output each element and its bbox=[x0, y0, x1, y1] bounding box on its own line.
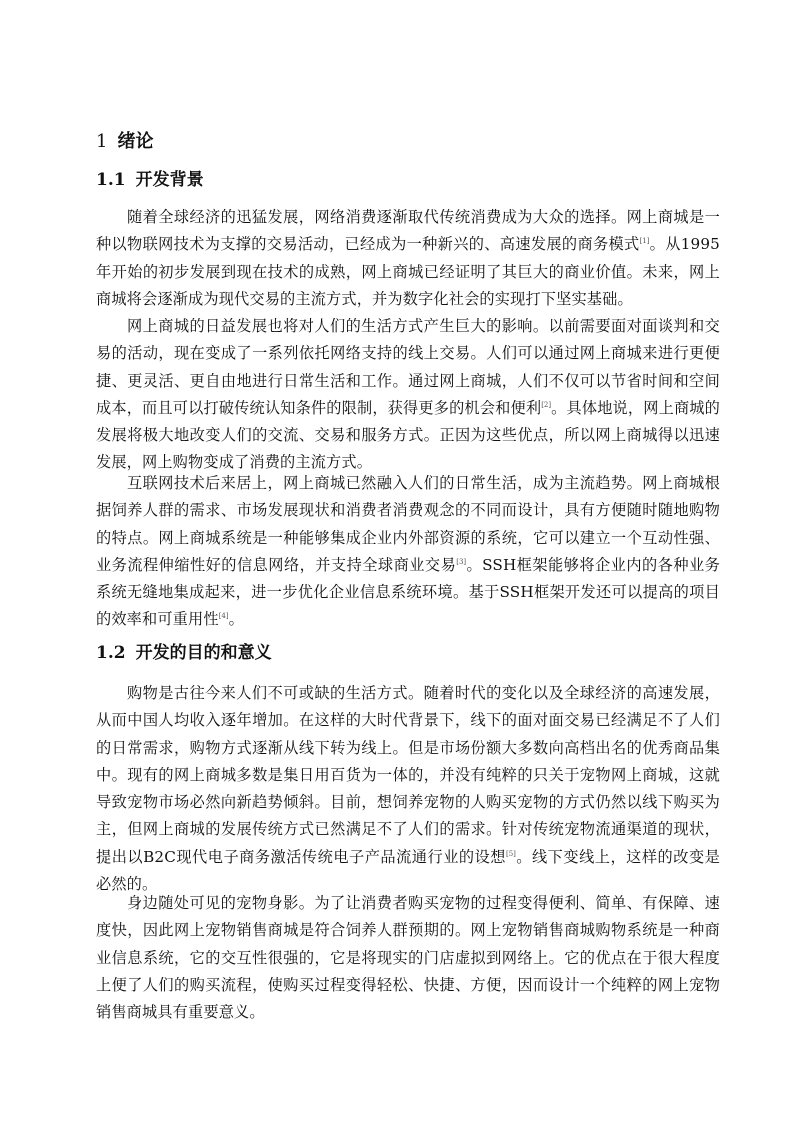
section-number: 1.1 bbox=[96, 170, 126, 190]
paragraph-text: 。线下变线上，这样的改变是必然的。 bbox=[96, 847, 720, 894]
body-paragraph bbox=[96, 890, 720, 1026]
paragraph-text: 。SSH框架能够将企业内的各种业务系统无缝地集成起来，进一步优化企业信息系统环境。基于SSH框架开发还可以提高的项目的效率和可重用性 bbox=[96, 555, 720, 629]
citation-ref: [4] bbox=[218, 612, 229, 621]
paragraph-text: 购物是古往今来人们不可或缺的生活方式。随着时代的变化以及全球经济的高速发展，从而中国人均收入逐年增加。在这样的大时代背景下，线下的面对面交易已经满足不了人们的日常需求，购物方式逐渐从线下转为线上。但是市场份额大多数向高档出名的优秀商品集中。现有的网上商城多数是集日用百货为一体的，并没有纯粹的只关于宠物网上商城，这就导致宠物市场必然向新趋势倾斜。目前，想饲养宠物的人购买宠物的方式仍然以线下购买为主，但网上商城的发展传统方式已然满足不了人们的需求。针对传统宠物流通渠道的现状，提出以B2C现代电子商务激活传统电子产品流通行业的设想 bbox=[96, 684, 720, 866]
section-number: 1.2 bbox=[96, 643, 126, 663]
paragraph-text: 互联网技术后来居上，网上商城已然融入人们的日常生活，成为主流趋势。网上商城根据饲养人群的需求、市场发展现状和消费者消费观念的不同而设计，具有方便随时随地购物的特点。网上商城系统是一种能够集成企业内外部资源的系统，它可以建立一个互动性强、业务流程伸缩性好的信息网络，并支持全球商业交易 bbox=[96, 474, 720, 574]
body-paragraph bbox=[96, 204, 720, 313]
section-title: 开发的目的和意义 bbox=[135, 643, 272, 663]
paragraph-text: 身边随处可见的宠物身影。为了让消费者购买宠物的过程变得便利、简单、有保障、速度快，因此网上宠物销售商城是符合饲养人群预期的。网上宠物销售商城购物系统是一种商业信息系统，它的交互性很强的，它是将现实的门店虚拟到网络上。它的优点在于很大程度上便了人们的购买流程，使购买过程变得轻松、快捷、方便，因而设计一个纯粹的网上宠物销售商城具有重要意义。 bbox=[96, 894, 720, 1022]
body-paragraph bbox=[96, 313, 720, 477]
paragraph-text: 。具体地说，网上商城的发展将极大地改变人们的交流、交易和服务方式。正因为这些优点，所以网上商城得以迅速发展，网上购物变成了消费的主流方式。 bbox=[96, 398, 720, 472]
chapter-number: 1 bbox=[96, 131, 108, 152]
citation-ref: [3] bbox=[456, 557, 467, 566]
body-paragraph bbox=[96, 470, 720, 634]
paragraph-text: 网上商城的日益发展也将对人们的生活方式产生巨大的影响。以前需要面对面谈判和交易的活动，现在变成了一系列依托网络支持的线上交易。人们可以通过网上商城来进行更便捷、更灵活、更自由地进行日常生活和工作。通过网上商城，人们不仅可以节省时间和空间成本，而且可以打破传统认知条件的限制，获得更多的机会和便利 bbox=[96, 317, 720, 417]
section-heading bbox=[96, 640, 272, 666]
chapter-heading bbox=[96, 129, 153, 155]
citation-ref: [2] bbox=[541, 400, 552, 409]
citation-ref: [5] bbox=[506, 849, 516, 858]
section-title: 开发背景 bbox=[135, 170, 204, 190]
paragraph-text: 随着全球经济的迅猛发展，网络消费逐渐取代传统消费成为大众的选择。网上商城是一种以物联网技术为支撑的交易活动，已经成为一种新兴的、高速发展的商务模式 bbox=[96, 208, 720, 254]
chapter-title: 绪论 bbox=[117, 131, 154, 152]
section-heading bbox=[96, 167, 204, 193]
paragraph-text: 。 bbox=[228, 610, 244, 629]
body-paragraph bbox=[96, 680, 720, 898]
citation-ref: [1] bbox=[639, 237, 650, 246]
paragraph-text: 。从1995年开始的初步发展到现在技术的成熟，网上商城已经证明了其巨大的商业价值。未来，网上商城将会逐渐成为现代交易的主流方式，并为数字化社会的实现打下坚实基础。 bbox=[96, 235, 720, 308]
